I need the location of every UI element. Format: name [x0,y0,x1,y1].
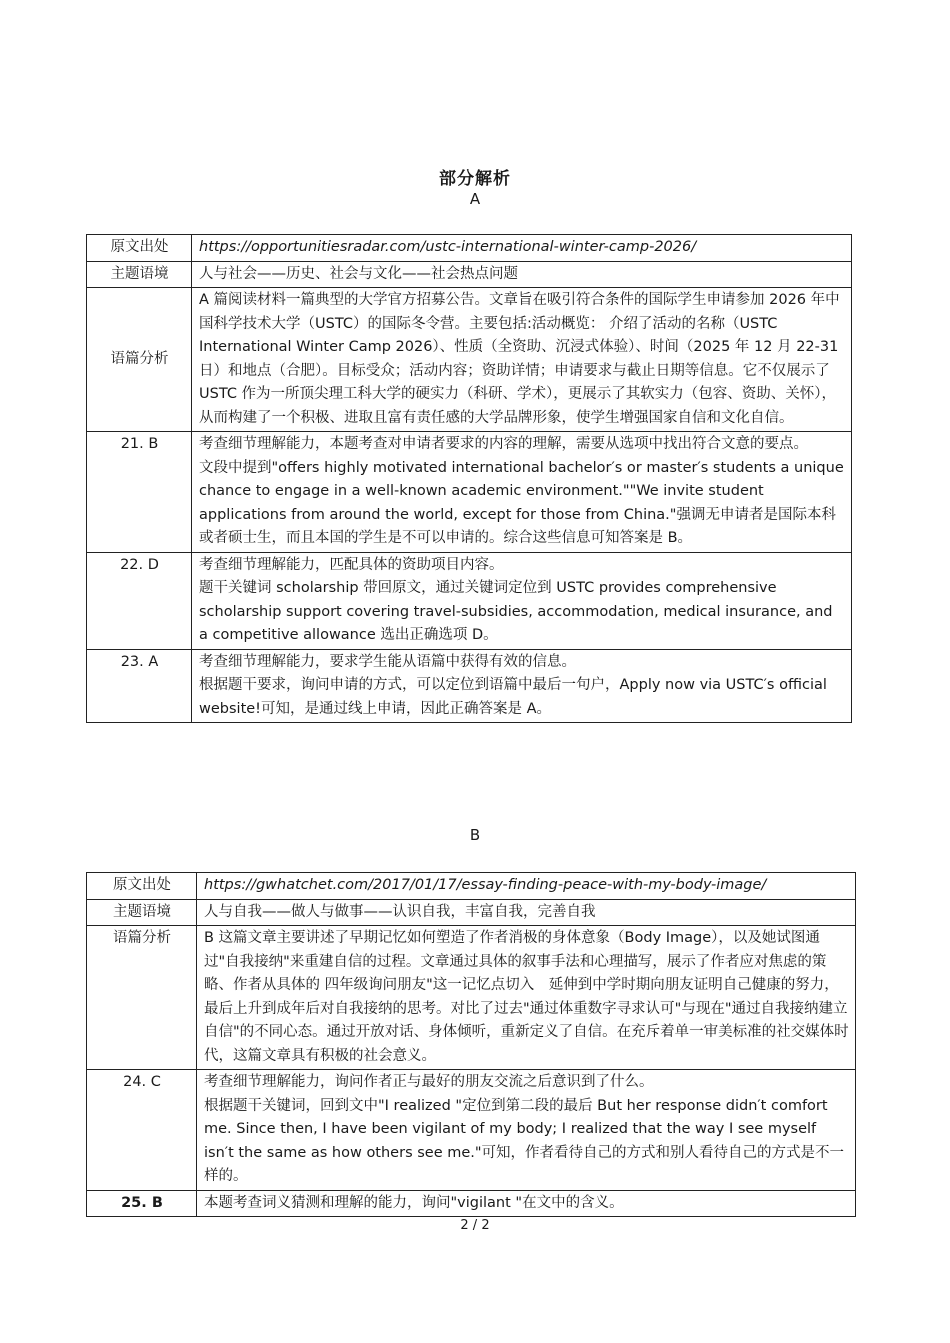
question-id: 24. C [87,1070,197,1191]
table-row [87,649,852,723]
table-row [87,899,856,926]
table-row [87,288,852,432]
analysis-label: 语篇分析 [87,926,197,1070]
section-b-table [86,872,856,1217]
theme-label: 主题语境 [87,899,197,926]
page-title: 部分解析 [439,169,511,189]
theme-text: 人与自我——做人与做事——认识自我，丰富自我，完善自我 [197,899,856,926]
table-row [87,552,852,649]
page-number: 2 / 2 [460,1218,490,1233]
question-explanation [192,552,852,649]
explanation-line: 文段中提到"offers highly motivated international bachelor′s or master′s students a unique chance to engage in a well-known academic environment.""We invite student applications from around the world, except for those from China."强调无申请者是国际本科或者硕士生，而且本国的学生是不可以申请的。综合这些信息可知答案是 B。 [199,459,844,546]
analysis-label: 语篇分析 [87,288,192,432]
explanation-line: 根据题干关键词，回到文中"I realized "定位到第二段的最后 But her response didn′t comfort me. Since then, I have been vigilant of my body; I realized that the way I see myself isn′t the same as how others see me."可知，作者看待自己的方式和别人看待自己的方式是不一样的。 [204,1097,845,1184]
source-url: https://opportunitiesradar.com/ustc-international-winter-camp-2026/ [192,235,852,262]
table-row [87,235,852,262]
explanation-line: 考查细节理解能力，本题考查对申请者要求的内容的理解，需要从选项中找出符合文意的要点。 [199,436,808,452]
explanation-line: 考查细节理解能力，询问作者正与最好的朋友交流之后意识到了什么。 [204,1074,654,1090]
theme-label: 主题语境 [87,261,192,288]
question-id: 21. B [87,432,192,553]
analysis-text: A 篇阅读材料一篇典型的大学官方招募公告。文章旨在吸引符合条件的国际学生申请参加 2026 年中国科学技术大学（USTC）的国际冬令营。主要包括:活动概览： 介绍了活动的名称（USTC International Winter Camp 2026）、性质（全资助、沉浸式体验）、时间（2025 年 12 月 22-31 日）和地点（合肥）。目标受众；活动内容；资助详情；申请要求与截止日期等信息。它不仅展示了 USTC 作为一所顶尖理工科大学的硬实力（科研、学术），更展示了其软实力（包容、资助、关怀），从而构建了一个积极、进取且富有责任感的大学品牌形象，使学生增强国家自信和文化自信。 [192,288,852,432]
section-b-label: B [469,826,481,844]
source-label: 原文出处 [87,235,192,262]
explanation-line: 题干关键词 scholarship 带回原文，通过关键词定位到 USTC provides comprehensive scholarship support covering travel-subsidies, accommodation, medical insurance, and a competitive allowance 选出正确选项 D。 [199,580,833,643]
explanation-line: 考查细节理解能力，匹配具体的资助项目内容。 [199,556,504,573]
source-label: 原文出处 [87,873,197,900]
question-id: 23. A [87,649,192,723]
explanation-line: 本题考查词义猜测和理解的能力，询问"vigilant "在文中的含义。 [204,1194,624,1211]
source-url: https://gwhatchet.com/2017/01/17/essay-finding-peace-with-my-body-image/ [197,873,856,900]
theme-text: 人与社会——历史、社会与文化——社会热点问题 [192,261,852,288]
explanation-line: 根据题干要求，询问申请的方式，可以定位到语篇中最后一句户，Apply now via USTC′s official website!可知，是通过线上申请，因此正确答案是 A。 [199,677,827,717]
question-explanation [197,1070,856,1191]
table-row [87,1190,856,1217]
section-a-label: A [469,190,481,208]
question-id: 25. B [87,1190,197,1217]
question-explanation [197,1190,856,1217]
table-row [87,261,852,288]
table-row [87,432,852,553]
question-id: 22. D [87,552,192,649]
question-explanation [192,432,852,553]
table-row [87,926,856,1070]
question-explanation [192,649,852,723]
table-row [87,1070,856,1191]
section-a-table [86,234,852,723]
explanation-line: 考查细节理解能力，要求学生能从语篇中获得有效的信息。 [199,653,576,670]
table-row [87,873,856,900]
analysis-text: B 这篇文章主要讲述了早期记忆如何塑造了作者消极的身体意象（Body Image），以及她试图通过"自我接纳"来重建自信的过程。文章通过具体的叙事手法和心理描写，展示了作者应对焦虑的策略、作者从具体的 四年级询问朋友"这一记忆点切入 延伸到中学时期向朋友证明自己健康的努力，最后上升到成年后对自我接纳的思考。对比了过去"通过体重数字寻求认可"与现在"通过自我接纳建立自信"的不同心态。通过开放对话、身体倾听，重新定义了自信。在充斥着单一审美标准的社交媒体时代，这篇文章具有积极的社会意义。 [197,926,856,1070]
